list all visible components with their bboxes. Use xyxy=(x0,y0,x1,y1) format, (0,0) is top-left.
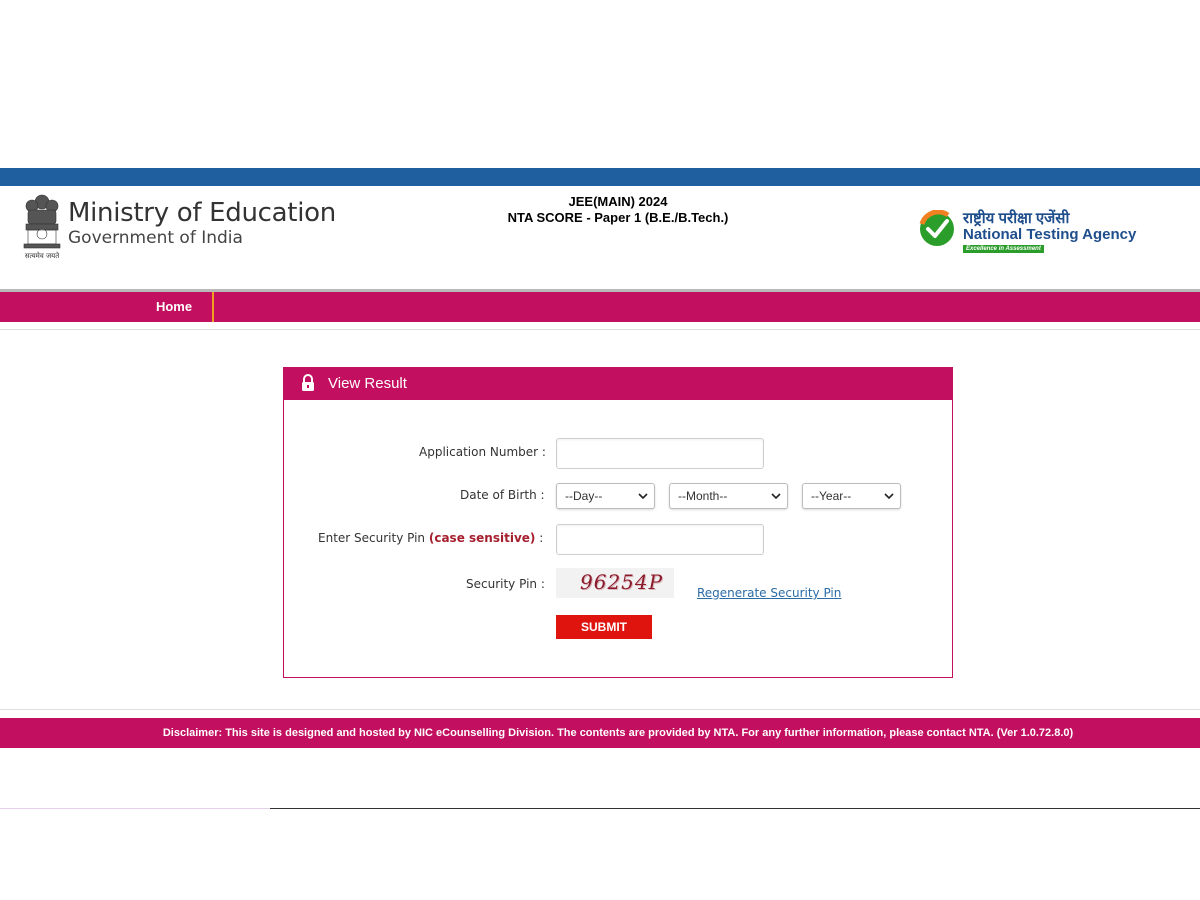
chevron-down-icon xyxy=(638,492,648,500)
footer-divider xyxy=(0,709,1200,710)
nta-hindi-name: राष्ट्रीय परीक्षा एजेंसी xyxy=(963,210,1070,227)
lock-icon xyxy=(301,374,315,392)
panel-header xyxy=(283,367,953,400)
application-number-input[interactable] xyxy=(556,438,764,469)
dob-day-select[interactable] xyxy=(556,483,655,509)
site-header xyxy=(0,186,1200,290)
nta-tagline: Excellence in Assessment xyxy=(963,245,1044,253)
nav-item-home[interactable]: Home xyxy=(136,292,214,322)
regenerate-security-pin-link[interactable]: Regenerate Security Pin xyxy=(697,586,842,600)
application-number-label: Application Number : xyxy=(419,445,546,459)
view-result-panel xyxy=(283,367,953,678)
chevron-down-icon xyxy=(884,492,894,500)
submit-button[interactable]: SUBMIT xyxy=(556,615,652,639)
dob-month-select[interactable] xyxy=(669,483,788,509)
site-footer xyxy=(0,718,1200,748)
case-sensitive-note: (case sensitive) xyxy=(428,531,536,545)
dob-month-value: --Month-- xyxy=(678,489,728,503)
main-nav xyxy=(0,292,1200,322)
panel-title: View Result xyxy=(328,375,407,392)
dob-day-value: --Day-- xyxy=(565,489,603,503)
security-pin-entry-label xyxy=(318,531,543,545)
ministry-title: Ministry of Education xyxy=(68,198,336,228)
footer-disclaimer: Disclaimer: This site is designed and hosted by NIC eCounselling Division. The contents are provided by NTA. For any further information, please contact NTA. (Ver 1.0.72.8.0) xyxy=(162,727,1074,739)
bottom-divider-right xyxy=(270,808,1200,809)
nta-checkmark-logo-icon xyxy=(918,210,956,248)
chevron-down-icon xyxy=(771,492,781,500)
bottom-divider-left xyxy=(0,808,270,809)
nta-english-name: National Testing Agency xyxy=(963,226,1137,243)
security-pin-label-colon: : xyxy=(539,531,544,545)
exam-subtitle: NTA SCORE - Paper 1 (B.E./B.Tech.) xyxy=(507,210,729,225)
date-of-birth-label: Date of Birth : xyxy=(460,488,545,502)
dob-year-select[interactable] xyxy=(802,483,901,509)
exam-heading xyxy=(468,194,768,226)
captcha-image xyxy=(556,568,674,598)
security-pin-input[interactable] xyxy=(556,524,764,555)
dob-year-value: --Year-- xyxy=(811,489,852,503)
national-emblem-icon xyxy=(18,192,66,260)
emblem-motto: सत्यमेव जयते xyxy=(24,252,60,260)
exam-title: JEE(MAIN) 2024 xyxy=(568,194,668,209)
captcha-text: 96254P xyxy=(580,570,664,594)
top-color-strip xyxy=(0,168,1200,186)
ministry-subtitle: Government of India xyxy=(68,228,243,248)
captcha-label: Security Pin : xyxy=(466,577,545,591)
nav-divider xyxy=(0,329,1200,330)
security-pin-label-text: Enter Security Pin xyxy=(318,531,426,545)
